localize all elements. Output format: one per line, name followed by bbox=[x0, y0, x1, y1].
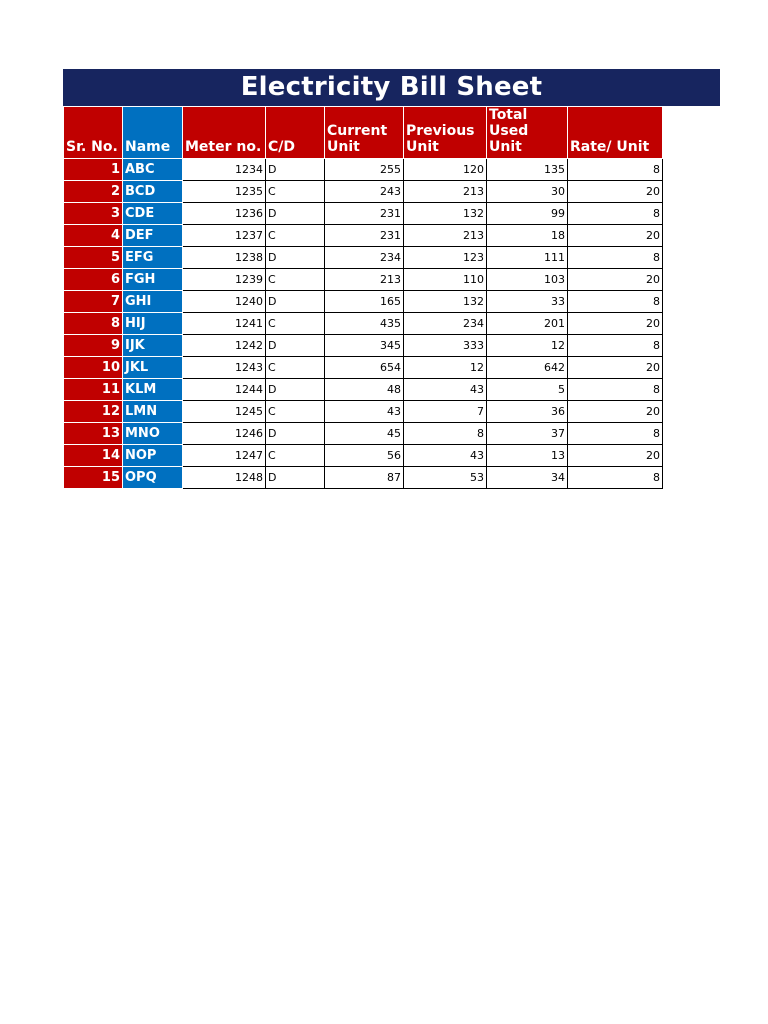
cell-previous-unit: 43 bbox=[404, 445, 487, 467]
table-row bbox=[64, 445, 663, 467]
cell-meter-no: 1246 bbox=[183, 423, 266, 445]
cell-total-used-unit: 34 bbox=[487, 467, 568, 489]
table-row bbox=[64, 159, 663, 181]
cell-cd: C bbox=[266, 401, 325, 423]
cell-current-unit: 45 bbox=[325, 423, 404, 445]
cell-sr-no: 9 bbox=[64, 335, 123, 357]
cell-name: KLM bbox=[123, 379, 183, 401]
cell-sr-no: 4 bbox=[64, 225, 123, 247]
cell-sr-no: 10 bbox=[64, 357, 123, 379]
cell-cd: C bbox=[266, 357, 325, 379]
cell-previous-unit: 123 bbox=[404, 247, 487, 269]
cell-sr-no: 5 bbox=[64, 247, 123, 269]
cell-previous-unit: 234 bbox=[404, 313, 487, 335]
cell-cd: D bbox=[266, 159, 325, 181]
cell-rate-unit: 20 bbox=[568, 313, 663, 335]
header-meter-no: Meter no. bbox=[183, 107, 266, 159]
cell-sr-no: 14 bbox=[64, 445, 123, 467]
header-row bbox=[64, 107, 663, 159]
cell-total-used-unit: 13 bbox=[487, 445, 568, 467]
cell-current-unit: 165 bbox=[325, 291, 404, 313]
cell-total-used-unit: 12 bbox=[487, 335, 568, 357]
cell-meter-no: 1248 bbox=[183, 467, 266, 489]
cell-total-used-unit: 135 bbox=[487, 159, 568, 181]
cell-rate-unit: 8 bbox=[568, 423, 663, 445]
cell-rate-unit: 8 bbox=[568, 379, 663, 401]
cell-current-unit: 435 bbox=[325, 313, 404, 335]
header-sr-no: Sr. No. bbox=[64, 107, 123, 159]
cell-cd: C bbox=[266, 313, 325, 335]
cell-rate-unit: 8 bbox=[568, 247, 663, 269]
header-previous-unit: Previous Unit bbox=[404, 107, 487, 159]
cell-name: NOP bbox=[123, 445, 183, 467]
cell-meter-no: 1245 bbox=[183, 401, 266, 423]
cell-meter-no: 1237 bbox=[183, 225, 266, 247]
cell-previous-unit: 53 bbox=[404, 467, 487, 489]
cell-meter-no: 1238 bbox=[183, 247, 266, 269]
cell-current-unit: 231 bbox=[325, 203, 404, 225]
cell-total-used-unit: 36 bbox=[487, 401, 568, 423]
cell-previous-unit: 7 bbox=[404, 401, 487, 423]
cell-total-used-unit: 201 bbox=[487, 313, 568, 335]
cell-cd: D bbox=[266, 203, 325, 225]
cell-cd: D bbox=[266, 247, 325, 269]
table-row bbox=[64, 401, 663, 423]
table-row bbox=[64, 247, 663, 269]
cell-cd: D bbox=[266, 335, 325, 357]
header-current-unit: Current Unit bbox=[325, 107, 404, 159]
cell-meter-no: 1243 bbox=[183, 357, 266, 379]
cell-current-unit: 231 bbox=[325, 225, 404, 247]
cell-previous-unit: 333 bbox=[404, 335, 487, 357]
cell-total-used-unit: 99 bbox=[487, 203, 568, 225]
cell-meter-no: 1236 bbox=[183, 203, 266, 225]
cell-name: EFG bbox=[123, 247, 183, 269]
header-total-used-unit: Total Used Unit bbox=[487, 107, 568, 159]
cell-sr-no: 2 bbox=[64, 181, 123, 203]
cell-previous-unit: 132 bbox=[404, 291, 487, 313]
cell-previous-unit: 213 bbox=[404, 225, 487, 247]
bill-table bbox=[63, 106, 663, 489]
cell-meter-no: 1242 bbox=[183, 335, 266, 357]
cell-meter-no: 1247 bbox=[183, 445, 266, 467]
cell-sr-no: 1 bbox=[64, 159, 123, 181]
cell-rate-unit: 8 bbox=[568, 335, 663, 357]
cell-name: BCD bbox=[123, 181, 183, 203]
table-row bbox=[64, 379, 663, 401]
cell-cd: D bbox=[266, 423, 325, 445]
cell-current-unit: 345 bbox=[325, 335, 404, 357]
header-rate-unit: Rate/ Unit bbox=[568, 107, 663, 159]
cell-current-unit: 243 bbox=[325, 181, 404, 203]
cell-rate-unit: 20 bbox=[568, 445, 663, 467]
cell-cd: D bbox=[266, 291, 325, 313]
cell-total-used-unit: 33 bbox=[487, 291, 568, 313]
cell-total-used-unit: 30 bbox=[487, 181, 568, 203]
cell-sr-no: 3 bbox=[64, 203, 123, 225]
cell-rate-unit: 20 bbox=[568, 225, 663, 247]
cell-rate-unit: 8 bbox=[568, 203, 663, 225]
cell-name: GHI bbox=[123, 291, 183, 313]
cell-name: ABC bbox=[123, 159, 183, 181]
cell-name: DEF bbox=[123, 225, 183, 247]
table-row bbox=[64, 423, 663, 445]
cell-current-unit: 255 bbox=[325, 159, 404, 181]
cell-previous-unit: 213 bbox=[404, 181, 487, 203]
cell-cd: D bbox=[266, 379, 325, 401]
cell-current-unit: 213 bbox=[325, 269, 404, 291]
cell-current-unit: 48 bbox=[325, 379, 404, 401]
cell-previous-unit: 132 bbox=[404, 203, 487, 225]
table-row bbox=[64, 225, 663, 247]
cell-previous-unit: 110 bbox=[404, 269, 487, 291]
cell-rate-unit: 20 bbox=[568, 401, 663, 423]
cell-name: FGH bbox=[123, 269, 183, 291]
header-name: Name bbox=[123, 107, 183, 159]
cell-meter-no: 1235 bbox=[183, 181, 266, 203]
cell-rate-unit: 20 bbox=[568, 181, 663, 203]
cell-current-unit: 56 bbox=[325, 445, 404, 467]
table-row bbox=[64, 357, 663, 379]
cell-previous-unit: 8 bbox=[404, 423, 487, 445]
table-row bbox=[64, 335, 663, 357]
cell-name: OPQ bbox=[123, 467, 183, 489]
table-row bbox=[64, 291, 663, 313]
cell-rate-unit: 8 bbox=[568, 291, 663, 313]
cell-total-used-unit: 103 bbox=[487, 269, 568, 291]
cell-meter-no: 1239 bbox=[183, 269, 266, 291]
cell-previous-unit: 120 bbox=[404, 159, 487, 181]
cell-name: CDE bbox=[123, 203, 183, 225]
cell-current-unit: 234 bbox=[325, 247, 404, 269]
header-cd: C/D bbox=[266, 107, 325, 159]
cell-cd: C bbox=[266, 225, 325, 247]
cell-name: JKL bbox=[123, 357, 183, 379]
cell-current-unit: 43 bbox=[325, 401, 404, 423]
cell-meter-no: 1240 bbox=[183, 291, 266, 313]
cell-sr-no: 7 bbox=[64, 291, 123, 313]
table-row bbox=[64, 269, 663, 291]
table-row bbox=[64, 203, 663, 225]
table-row bbox=[64, 181, 663, 203]
cell-meter-no: 1244 bbox=[183, 379, 266, 401]
cell-total-used-unit: 37 bbox=[487, 423, 568, 445]
cell-current-unit: 654 bbox=[325, 357, 404, 379]
cell-rate-unit: 8 bbox=[568, 159, 663, 181]
cell-sr-no: 13 bbox=[64, 423, 123, 445]
cell-meter-no: 1234 bbox=[183, 159, 266, 181]
cell-sr-no: 6 bbox=[64, 269, 123, 291]
table-row bbox=[64, 313, 663, 335]
cell-cd: C bbox=[266, 181, 325, 203]
cell-sr-no: 15 bbox=[64, 467, 123, 489]
cell-total-used-unit: 18 bbox=[487, 225, 568, 247]
cell-previous-unit: 43 bbox=[404, 379, 487, 401]
cell-total-used-unit: 5 bbox=[487, 379, 568, 401]
cell-sr-no: 11 bbox=[64, 379, 123, 401]
sheet-title: Electricity Bill Sheet bbox=[63, 69, 720, 106]
cell-cd: C bbox=[266, 269, 325, 291]
cell-rate-unit: 20 bbox=[568, 357, 663, 379]
cell-cd: D bbox=[266, 467, 325, 489]
cell-meter-no: 1241 bbox=[183, 313, 266, 335]
cell-name: IJK bbox=[123, 335, 183, 357]
table-body bbox=[64, 159, 663, 489]
cell-name: HIJ bbox=[123, 313, 183, 335]
cell-sr-no: 8 bbox=[64, 313, 123, 335]
cell-previous-unit: 12 bbox=[404, 357, 487, 379]
cell-rate-unit: 8 bbox=[568, 467, 663, 489]
cell-total-used-unit: 642 bbox=[487, 357, 568, 379]
table-row bbox=[64, 467, 663, 489]
cell-cd: C bbox=[266, 445, 325, 467]
cell-current-unit: 87 bbox=[325, 467, 404, 489]
cell-total-used-unit: 111 bbox=[487, 247, 568, 269]
cell-sr-no: 12 bbox=[64, 401, 123, 423]
cell-rate-unit: 20 bbox=[568, 269, 663, 291]
cell-name: MNO bbox=[123, 423, 183, 445]
cell-name: LMN bbox=[123, 401, 183, 423]
